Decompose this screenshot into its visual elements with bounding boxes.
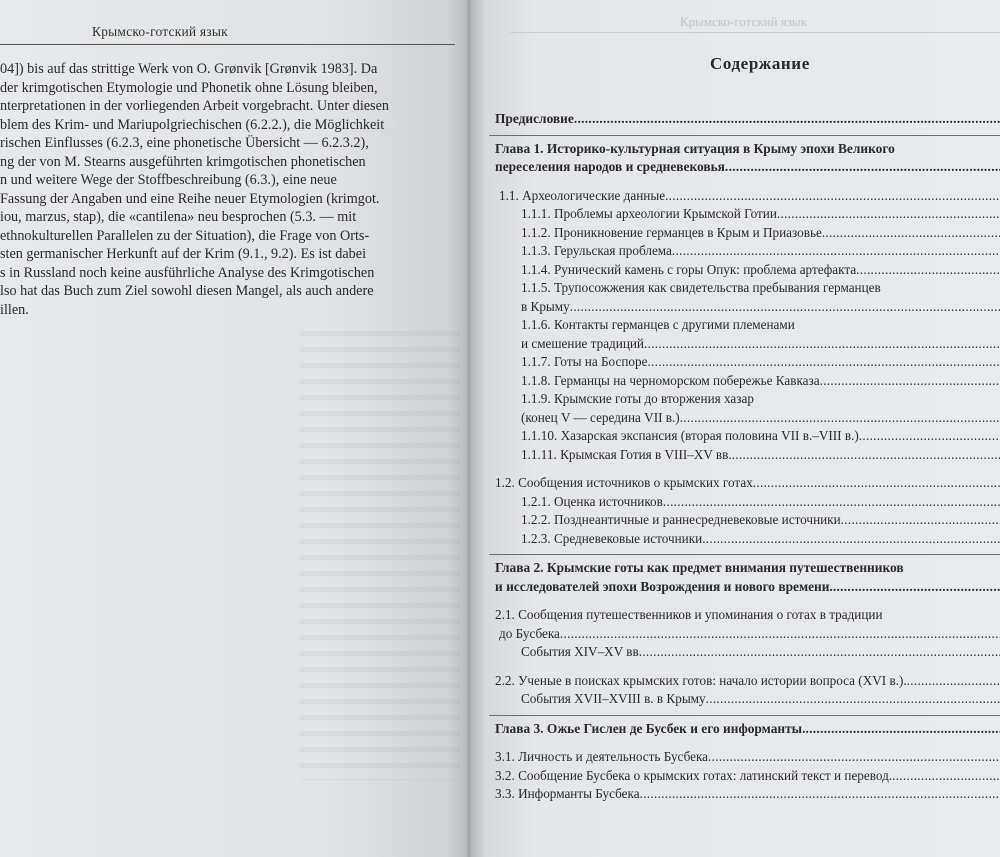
toc-entry — [495, 335, 1000, 354]
section-rule — [489, 554, 1000, 555]
toc-entry — [495, 446, 1000, 465]
toc-entry-text: и смешение традиций ..... — [521, 336, 1000, 351]
toc-entry — [495, 372, 1000, 391]
toc-entry-text: 1.2. Сообщения источников о крымских готах ..... — [495, 475, 1000, 490]
toc-entry — [495, 474, 1000, 493]
toc-entry — [495, 353, 1000, 372]
toc-entry — [495, 279, 1000, 298]
toc-entry-text: 2.2. Ученые в поисках крымских готов: начало истории вопроса (XVI в.). ..... — [495, 673, 1000, 688]
toc-chapter-entry — [495, 720, 1000, 739]
section-rule — [489, 135, 1000, 136]
toc-entry-text: Глава 2. Крымские готы как предмет внимания путешественников — [495, 560, 904, 575]
toc-entry-text: События XVII–XVIII в. в Крыму ..... — [521, 691, 1000, 706]
body-line: Fassung der Angaben und eine Reihe neuer Etymologien (krimgot. — [0, 190, 380, 207]
toc-entry — [495, 530, 1000, 549]
toc-chapter-entry — [495, 578, 1000, 597]
toc-entry — [495, 205, 1000, 224]
contents-title: Содержание — [710, 54, 810, 73]
toc-entry-text: до Бусбека ..... — [499, 626, 1000, 641]
toc-entry — [495, 785, 1000, 804]
body-line: s in Russland noch keine ausführliche Analyse des Krimgotischen — [0, 264, 375, 281]
toc-entry — [495, 316, 1000, 335]
toc-entry — [495, 690, 1000, 709]
body-line: n und weitere Wege der Stoffbeschreibung (6.3.), eine neue — [0, 172, 337, 188]
toc-entry — [495, 511, 1000, 530]
toc-entry-text: в Крыму ..... — [521, 299, 1000, 314]
toc-entry — [495, 767, 1000, 786]
body-text — [0, 60, 465, 319]
toc-entry — [495, 298, 1000, 317]
body-line: sten germanischer Herkunft auf der Krim (9.1., 9.2). Es ist dabei — [0, 246, 367, 262]
toc-entry-text: 1.1.4. Рунический камень с горы Опук: проблема артефакта ..... — [521, 262, 1000, 277]
toc-chapter-entry — [495, 559, 1000, 578]
toc-entry — [495, 606, 1000, 625]
toc-entry-text: Глава 3. Ожье Гислен де Бусбек и его информанты. ..... — [495, 721, 1000, 736]
toc-entry-text: События XIV–XV вв ..... — [521, 644, 1000, 659]
body-line: nterpretationen in der vorliegenden Arbeit vorgebracht. Unter diesen — [0, 98, 389, 114]
toc-entry-text: и исследователей эпохи Возрождения и нового времени. ..... — [495, 579, 1000, 594]
toc-entry-text: (конец V — середина VII в.) ..... — [521, 410, 1000, 425]
toc-entry-text: 1.1.3. Герульская проблема ..... — [521, 243, 1000, 258]
toc-entry-text: 1.1.1. Проблемы археологии Крымской Готии ..... — [521, 206, 1000, 221]
toc-entry-text: 1.2.3. Средневековые источники ..... — [521, 531, 1000, 546]
toc-entry-text: 1.1.11. Крымская Готия в VIII–XV вв. ..... — [521, 447, 1000, 462]
toc-chapter-entry — [495, 110, 1000, 129]
body-line: lso hat das Buch zum Ziel sowohl diesen Mangel, als auch andere — [0, 283, 374, 299]
toc-entry-text: 1.2.1. Оценка источников ..... — [521, 494, 1000, 509]
toc-entry-text: Глава 1. Историко-культурная ситуация в Крыму эпохи Великого — [495, 140, 895, 156]
show-through-text — [300, 320, 460, 780]
toc-entry-text: 1.1.6. Контакты германцев с другими племенами — [521, 317, 795, 332]
table-of-contents — [495, 110, 1000, 804]
toc-entry — [495, 242, 1000, 261]
toc-entry-text: 3.2. Сообщение Бусбека о крымских готах: латинский текст и перевод. ..... — [495, 768, 1000, 783]
toc-entry — [495, 672, 1000, 691]
body-line: rischen Einflusses (6.2.3, eine phonetische Übersicht — 6.2.3.2), — [0, 135, 369, 151]
toc-entry-text: 1.2.2. Позднеантичные и раннесредневековые источники ..... — [521, 512, 1000, 527]
toc-entry-text: 1.1.5. Трупосожжения как свидетельства пребывания германцев — [521, 280, 881, 295]
toc-entry-text: 2.1. Сообщения путешественников и упоминания о готах в традиции — [495, 607, 883, 622]
toc-entry-text: 1.1. Археологические данные ..... — [499, 188, 1000, 203]
ghost-header-rule — [510, 32, 1000, 33]
body-line: 04]) bis auf das strittige Werk von O. Grønvik [Grønvik 1983]. Da — [0, 61, 378, 77]
toc-entry-text: Предисловие ..... — [495, 111, 1000, 126]
left-page — [0, 0, 468, 857]
header-rule — [0, 44, 455, 45]
toc-entry-text: 1.1.8. Германцы на черноморском побережье Кавказа ..... — [521, 373, 1000, 388]
body-line: blem des Krim- und Mariupolgriechischen (6.2.2.), die Möglichkeit — [0, 116, 385, 133]
ghost-running-head: Крымско-готский язык — [680, 14, 807, 29]
toc-entry-text: 3.3. Информанты Бусбека ..... — [495, 786, 1000, 801]
body-line: ethnokulturellen Parallelen zu der Situation), die Frage von Orts- — [0, 227, 370, 244]
body-line: ng der von M. Stearns ausgeführten krimgotischen phonetischen — [0, 153, 366, 170]
toc-entry — [495, 224, 1000, 243]
toc-entry — [495, 748, 1000, 767]
section-rule — [489, 715, 1000, 716]
toc-entry — [495, 187, 1000, 206]
body-line: iou, marzus, stap), die «cantilena» neu besprochen (5.3. — mit — [0, 209, 357, 225]
toc-entry-text: переселения народов и средневековья ..... — [495, 159, 1000, 174]
toc-entry — [495, 261, 1000, 280]
toc-chapter-entry — [495, 140, 1000, 159]
toc-entry-text: 3.1. Личность и деятельность Бусбека ..... — [495, 749, 1000, 764]
toc-entry — [495, 643, 1000, 662]
toc-entry — [495, 390, 1000, 409]
toc-entry-text: 1.1.10. Хазарская экспансия (вторая половина VII в.–VIII в.) ..... — [521, 428, 1000, 443]
toc-entry — [495, 427, 1000, 446]
body-line: der krimgotischen Etymologie und Phonetik ohne Lösung bleiben, — [0, 79, 378, 96]
toc-entry-text: 1.1.9. Крымские готы до вторжения хазар — [521, 391, 754, 406]
toc-entry — [495, 409, 1000, 428]
toc-entry-text: 1.1.2. Проникновение германцев в Крым и Приазовье ..... — [521, 225, 1000, 240]
toc-entry — [495, 493, 1000, 512]
toc-entry — [495, 625, 1000, 644]
running-head: Крымско-готский язык — [92, 24, 228, 39]
toc-entry-text: 1.1.7. Готы на Боспоре ..... — [521, 354, 1000, 369]
toc-chapter-entry — [495, 158, 1000, 177]
body-line: illen. — [0, 301, 29, 318]
